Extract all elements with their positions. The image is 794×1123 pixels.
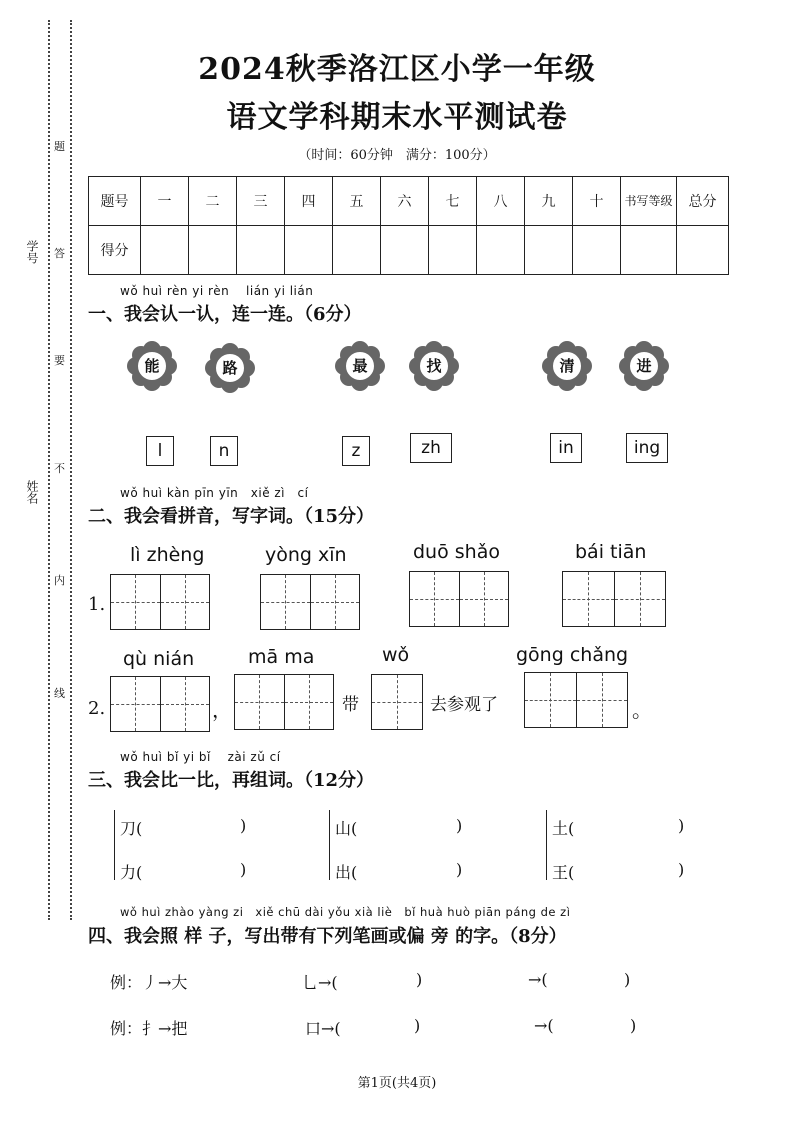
q1-title: 一、我会认一认，连一连。（6分）	[88, 304, 362, 325]
writing-grid[interactable]	[234, 674, 334, 730]
pinyin-box-l[interactable]: l	[146, 436, 174, 466]
q2-pinyin: wǒ huì kàn pīn yīn xiě zì cí	[120, 486, 309, 500]
q2-title: 二、我会看拼音，写字词。（15分）	[88, 506, 375, 527]
flower-character: 清	[552, 351, 582, 381]
score-cell[interactable]	[525, 226, 573, 275]
text-dai: 带	[342, 695, 359, 715]
q4-pinyin: wǒ huì zhào yàng zi xiě chū dài yǒu xià liè bǐ huà huò piān páng de zì	[120, 905, 571, 919]
score-cell[interactable]	[429, 226, 477, 275]
score-header-cell: 二	[189, 177, 237, 226]
score-header-cell: 总分	[677, 177, 729, 226]
flower-character: 找	[419, 351, 449, 381]
character-flower[interactable]	[620, 342, 668, 390]
score-header-cell: 八	[477, 177, 525, 226]
score-header-cell: 书写等级	[621, 177, 677, 226]
score-cell[interactable]	[573, 226, 621, 275]
score-cell[interactable]	[237, 226, 285, 275]
stroke-item-2: 口→(	[305, 1019, 341, 1038]
q1-pinyin: wǒ huì rèn yi rèn lián yi lián	[120, 284, 314, 298]
close-paren: )	[456, 816, 463, 835]
binding-char-2: 答	[54, 247, 65, 260]
compare-char: 力(	[120, 863, 143, 882]
period: 。	[632, 698, 652, 722]
binding-char-1: 题	[54, 140, 65, 153]
close-paren: )	[678, 816, 685, 835]
q2-row2-number: 2.	[88, 698, 106, 719]
writing-grid[interactable]	[371, 674, 423, 730]
close-paren: )	[456, 860, 463, 879]
score-header-cell: 三	[237, 177, 285, 226]
score-cell[interactable]	[333, 226, 381, 275]
compare-char: 刀(	[120, 819, 143, 838]
student-number-label: 学号	[25, 240, 39, 264]
q2-row2-pinyin-4: gōng chǎng	[516, 644, 629, 666]
q2-row2-pinyin-3: wǒ	[382, 644, 410, 666]
compare-char: 山(	[335, 819, 358, 838]
binding-char-6: 线	[54, 687, 65, 700]
q2-row1-pinyin-4: bái tiān	[575, 541, 647, 563]
writing-grid[interactable]	[409, 571, 509, 627]
q2-row2-pinyin-2: mā ma	[248, 646, 315, 668]
bracket	[546, 810, 547, 880]
character-flower[interactable]	[128, 342, 176, 390]
character-flower[interactable]	[410, 342, 458, 390]
compare-char: 土(	[552, 819, 575, 838]
flower-character: 最	[345, 351, 375, 381]
binding-char-3: 要	[54, 354, 65, 367]
flower-character: 进	[629, 351, 659, 381]
compare-char: 出(	[335, 863, 358, 882]
score-table-score-row	[89, 226, 729, 275]
score-row-label: 得分	[89, 226, 141, 275]
binding-char-4: 不	[54, 462, 65, 475]
flower-character: 路	[215, 353, 245, 383]
score-header-cell: 一	[141, 177, 189, 226]
writing-grid[interactable]	[110, 574, 210, 630]
score-cell[interactable]	[381, 226, 429, 275]
score-cell[interactable]	[285, 226, 333, 275]
writing-grid[interactable]	[524, 672, 628, 728]
score-table-header-row	[89, 177, 729, 226]
score-header-cell: 七	[429, 177, 477, 226]
page-number: 第1页(共4页)	[357, 1076, 437, 1091]
exam-info: （时间：60分钟 满分：100分）	[298, 148, 496, 163]
comma: ，	[212, 698, 232, 722]
close-paren: )	[416, 970, 423, 989]
stroke-item-4: →(	[534, 1016, 554, 1035]
title-line-2: 语文学科期末水平测试卷	[226, 100, 568, 135]
score-header-cell: 六	[381, 177, 429, 226]
title-line-1: 2024秋季洛江区小学一年级	[198, 52, 596, 87]
score-cell[interactable]	[189, 226, 237, 275]
score-header-cell: 题号	[89, 177, 141, 226]
writing-grid[interactable]	[562, 571, 666, 627]
text-quoted: 去参观了	[430, 695, 498, 715]
score-header-cell: 五	[333, 177, 381, 226]
close-paren: )	[624, 970, 631, 989]
close-paren: )	[630, 1016, 637, 1035]
writing-grid[interactable]	[110, 676, 210, 732]
bracket	[114, 810, 115, 880]
q4-title: 四、我会照 样 子，写出带有下列笔画或偏 旁 的字。（8分）	[88, 926, 567, 947]
score-cell[interactable]	[141, 226, 189, 275]
binding-char-5: 内	[54, 574, 65, 587]
score-cell[interactable]	[477, 226, 525, 275]
close-paren: )	[414, 1016, 421, 1035]
q2-row1-pinyin-3: duō shǎo	[413, 541, 500, 563]
flower-character: 能	[137, 351, 167, 381]
close-paren: )	[240, 860, 247, 879]
q2-row1-pinyin-2: yòng xīn	[265, 544, 347, 566]
character-flower[interactable]	[336, 342, 384, 390]
student-name-label: 姓名	[25, 480, 39, 504]
close-paren: )	[240, 816, 247, 835]
character-flower[interactable]	[543, 342, 591, 390]
score-header-cell: 四	[285, 177, 333, 226]
score-table	[88, 176, 729, 275]
score-cell[interactable]	[677, 226, 729, 275]
stroke-item-1: 乚→(	[302, 973, 338, 992]
compare-char: 王(	[552, 863, 575, 882]
bracket	[329, 810, 330, 880]
q2-row1-number: 1.	[88, 594, 106, 615]
close-paren: )	[678, 860, 685, 879]
example-2: 例：扌→把	[110, 1019, 188, 1038]
score-header-cell: 九	[525, 177, 573, 226]
pinyin-box-zh[interactable]: zh	[410, 433, 452, 463]
pinyin-box-z[interactable]: z	[342, 436, 370, 466]
q2-row2-pinyin-1: qù nián	[123, 648, 195, 670]
stroke-item-3: →(	[528, 970, 548, 989]
q2-row1-pinyin-1: lì zhèng	[130, 544, 205, 566]
q3-pinyin: wǒ huì bǐ yi bǐ zài zǔ cí	[120, 750, 281, 764]
example-1: 例：丿→大	[110, 973, 188, 992]
score-header-cell: 十	[573, 177, 621, 226]
character-flower[interactable]	[206, 344, 254, 392]
pinyin-box-in[interactable]: in	[550, 433, 582, 463]
pinyin-box-n[interactable]: n	[210, 436, 238, 466]
q3-title: 三、我会比一比，再组词。（12分）	[88, 770, 375, 791]
score-cell[interactable]	[621, 226, 677, 275]
writing-grid[interactable]	[260, 574, 360, 630]
pinyin-box-ing[interactable]: ing	[626, 433, 668, 463]
